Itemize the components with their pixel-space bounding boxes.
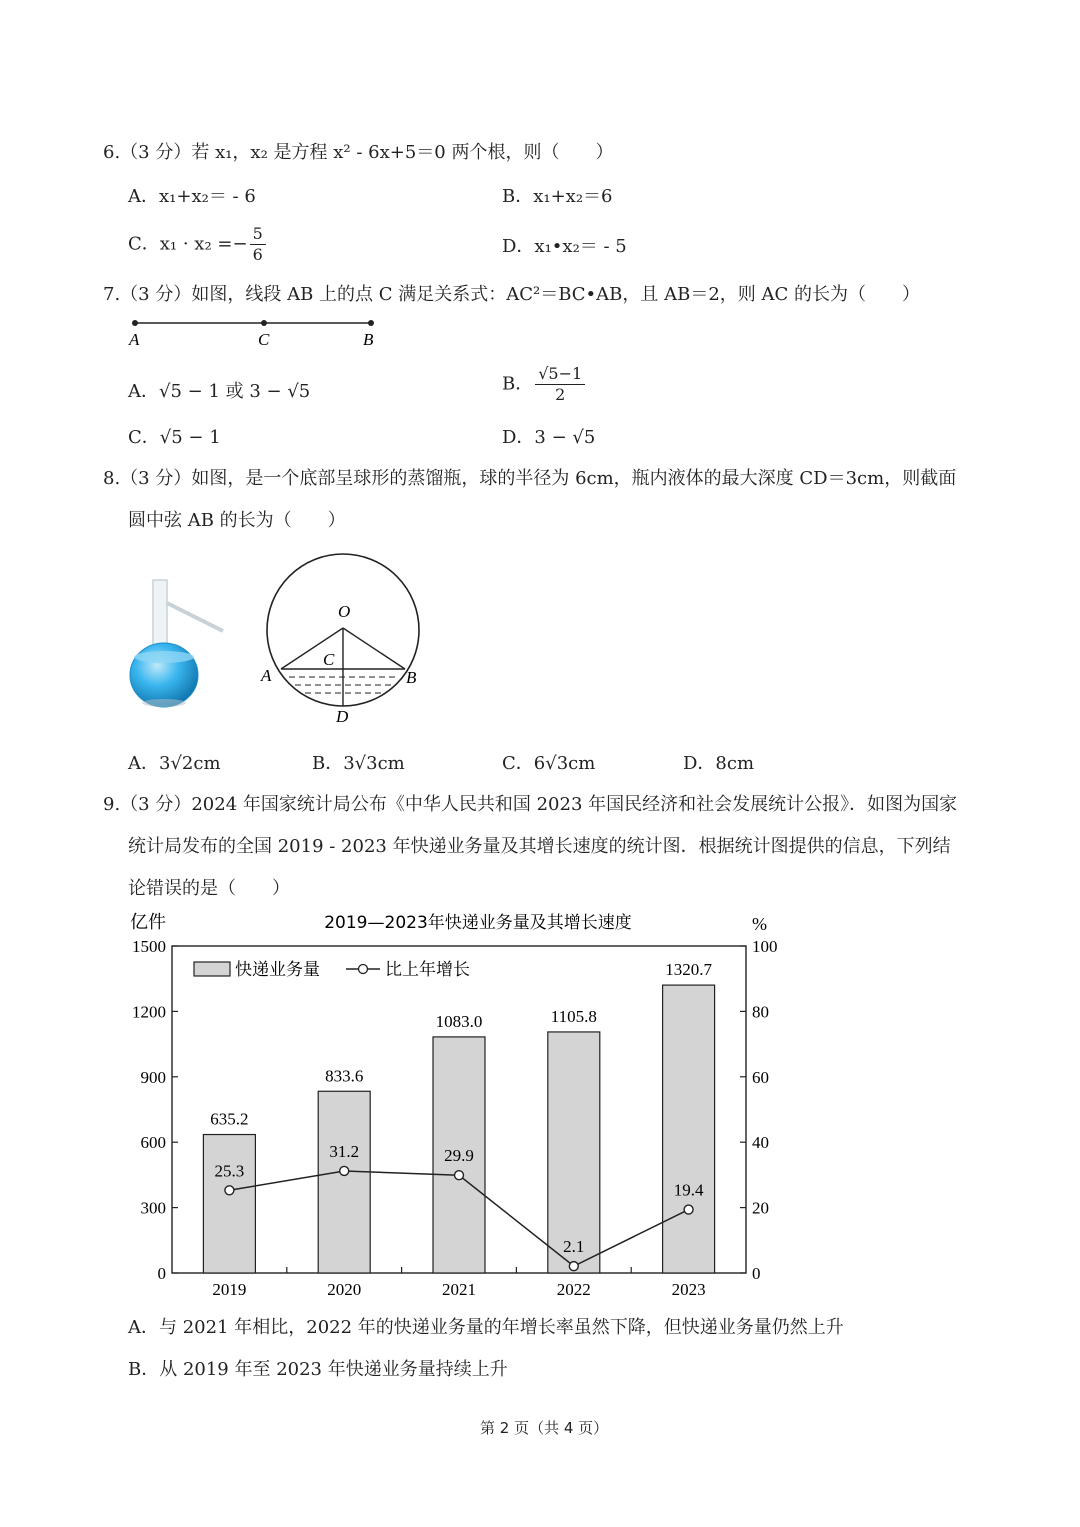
q6-option-b: B．x₁+x₂＝6 bbox=[502, 186, 613, 207]
page-footer: 第 2 页（共 4 页） bbox=[480, 1419, 609, 1437]
legend-bar-swatch bbox=[194, 962, 230, 976]
q9-stem-line1: 9.（3 分）2024 年国家统计局公布《中华人民共和国 2023 年国民经济和社会发展统计公报》．如图为国家 bbox=[103, 794, 958, 815]
q6-option-c-denominator: 6 bbox=[252, 245, 263, 264]
radius-ob-line bbox=[343, 628, 405, 669]
y-tick-label: 1200 bbox=[132, 1002, 166, 1022]
y-tick-label: 300 bbox=[140, 1198, 166, 1218]
q8-option-b: B．3√3cm bbox=[312, 753, 405, 774]
growth-rate-point bbox=[455, 1171, 464, 1180]
point-c-label: C bbox=[258, 330, 270, 349]
growth-rate-point bbox=[569, 1262, 578, 1271]
y-tick-label: 1500 bbox=[132, 937, 166, 956]
y2-tick-label: 100 bbox=[752, 937, 778, 956]
y2-axis-unit-label: % bbox=[752, 914, 767, 934]
x-tick-label: 2020 bbox=[327, 1280, 362, 1299]
q8-option-d: D．8cm bbox=[683, 753, 755, 774]
q7-option-b-denominator: 2 bbox=[555, 385, 566, 404]
q6-option-c bbox=[128, 224, 268, 265]
q8-option-c: C．6√3cm bbox=[502, 753, 596, 774]
point-a-label-circle: A bbox=[261, 666, 272, 685]
q6-option-c-prefix: C．x₁ · x₂ =− bbox=[128, 233, 248, 255]
bar bbox=[663, 985, 715, 1273]
bar-value-label: 1320.7 bbox=[665, 960, 712, 980]
q6-option-d: D．x₁•x₂＝ - 5 bbox=[502, 236, 627, 257]
express-volume-chart bbox=[110, 905, 800, 1305]
q6-option-a: A．x₁+x₂＝ - 6 bbox=[128, 186, 256, 207]
growth-rate-label: 29.9 bbox=[444, 1146, 474, 1166]
x-tick-label: 2023 bbox=[671, 1280, 706, 1299]
q9-stem-line2: 统计局发布的全国 2019 - 2023 年快递业务量及其增长速度的统计图．根据统计图提供的信息，下列结 bbox=[128, 836, 951, 857]
y2-tick-label: 20 bbox=[752, 1198, 769, 1218]
q8-stem-line2: 圆中弦 AB 的长为（ ） bbox=[128, 510, 346, 531]
y-tick-label: 0 bbox=[157, 1264, 166, 1283]
circle-cross-section-figure bbox=[255, 550, 430, 728]
point-b-label-circle: B bbox=[406, 668, 417, 687]
y-axis-unit-label: 亿件 bbox=[130, 912, 166, 932]
growth-rate-label: 25.3 bbox=[214, 1161, 245, 1181]
q7-option-b-fraction bbox=[535, 364, 585, 405]
y-tick-label: 900 bbox=[140, 1067, 166, 1087]
growth-rate-point bbox=[684, 1205, 693, 1214]
q6-stem: 6.（3 分）若 x₁，x₂ 是方程 x² - 6x+5＝0 两个根，则（ ） bbox=[103, 142, 614, 163]
q7-option-c: C．√5 − 1 bbox=[128, 427, 221, 448]
y-tick-label: 600 bbox=[140, 1133, 166, 1153]
point-c-label-circle: C bbox=[323, 650, 335, 669]
point-a-dot bbox=[132, 320, 138, 326]
flask-side-arm bbox=[167, 603, 223, 631]
growth-rate-label: 19.4 bbox=[673, 1180, 704, 1200]
q7-segment-figure bbox=[125, 312, 385, 350]
q6-option-c-numerator: 5 bbox=[250, 224, 266, 245]
q8-option-a: A．3√2cm bbox=[128, 753, 221, 774]
q7-option-b-numerator: √5−1 bbox=[535, 364, 585, 385]
y2-tick-label: 0 bbox=[752, 1264, 761, 1283]
point-b-dot bbox=[368, 320, 374, 326]
y2-tick-label: 80 bbox=[752, 1002, 769, 1022]
x-tick-label: 2022 bbox=[556, 1280, 591, 1299]
flask-shadow bbox=[142, 699, 186, 707]
q9-option-b: B．从 2019 年至 2023 年快递业务量持续上升 bbox=[128, 1359, 508, 1380]
bar bbox=[318, 1091, 370, 1273]
point-o-label: O bbox=[338, 602, 351, 621]
point-b-label: B bbox=[363, 330, 374, 349]
bar bbox=[203, 1135, 255, 1273]
growth-rate-label: 31.2 bbox=[329, 1141, 360, 1161]
point-a-label: A bbox=[129, 330, 140, 349]
q7-option-a: A．√5 − 1 或 3 − √5 bbox=[128, 381, 311, 402]
q9-stem-line3: 论错误的是（ ） bbox=[128, 878, 290, 899]
growth-rate-label: 2.1 bbox=[563, 1237, 585, 1257]
legend-line-label: 比上年增长 bbox=[385, 960, 470, 979]
growth-rate-point bbox=[340, 1166, 349, 1175]
point-c-dot bbox=[261, 320, 267, 326]
y2-tick-label: 60 bbox=[752, 1067, 769, 1087]
q7-option-b-prefix: B． bbox=[502, 373, 534, 395]
growth-rate-point bbox=[225, 1186, 234, 1195]
point-d-label: D bbox=[336, 707, 349, 726]
q6-option-c-fraction bbox=[250, 224, 266, 265]
y2-tick-label: 40 bbox=[752, 1133, 769, 1153]
x-tick-label: 2021 bbox=[442, 1280, 476, 1299]
x-tick-label: 2019 bbox=[212, 1280, 247, 1299]
q7-option-b bbox=[502, 364, 587, 405]
chart-title: 2019—2023年快递业务量及其增长速度 bbox=[324, 913, 632, 933]
bar-value-label: 635.2 bbox=[210, 1109, 249, 1129]
q7-stem: 7.（3 分）如图，线段 AB 上的点 C 满足关系式：AC²＝BC•AB，且 AB＝2，则 AC 的长为（ ） bbox=[103, 284, 921, 305]
distillation-flask-image bbox=[125, 575, 235, 725]
bar-value-label: 833.6 bbox=[325, 1066, 364, 1086]
legend-bar-label: 快递业务量 bbox=[235, 960, 320, 979]
legend-line-marker bbox=[359, 965, 368, 974]
q7-option-d: D．3 − √5 bbox=[502, 427, 596, 448]
bar-value-label: 1105.8 bbox=[550, 1006, 597, 1026]
liquid-surface bbox=[134, 651, 194, 663]
q9-option-a: A．与 2021 年相比，2022 年的快递业务量的年增长率虽然下降，但快递业务量仍然上升 bbox=[128, 1317, 844, 1338]
q8-stem-line1: 8.（3 分）如图，是一个底部呈球形的蒸馏瓶，球的半径为 6cm，瓶内液体的最大深度 CD＝3cm，则截面 bbox=[103, 468, 957, 489]
bar-value-label: 1083.0 bbox=[435, 1011, 483, 1031]
